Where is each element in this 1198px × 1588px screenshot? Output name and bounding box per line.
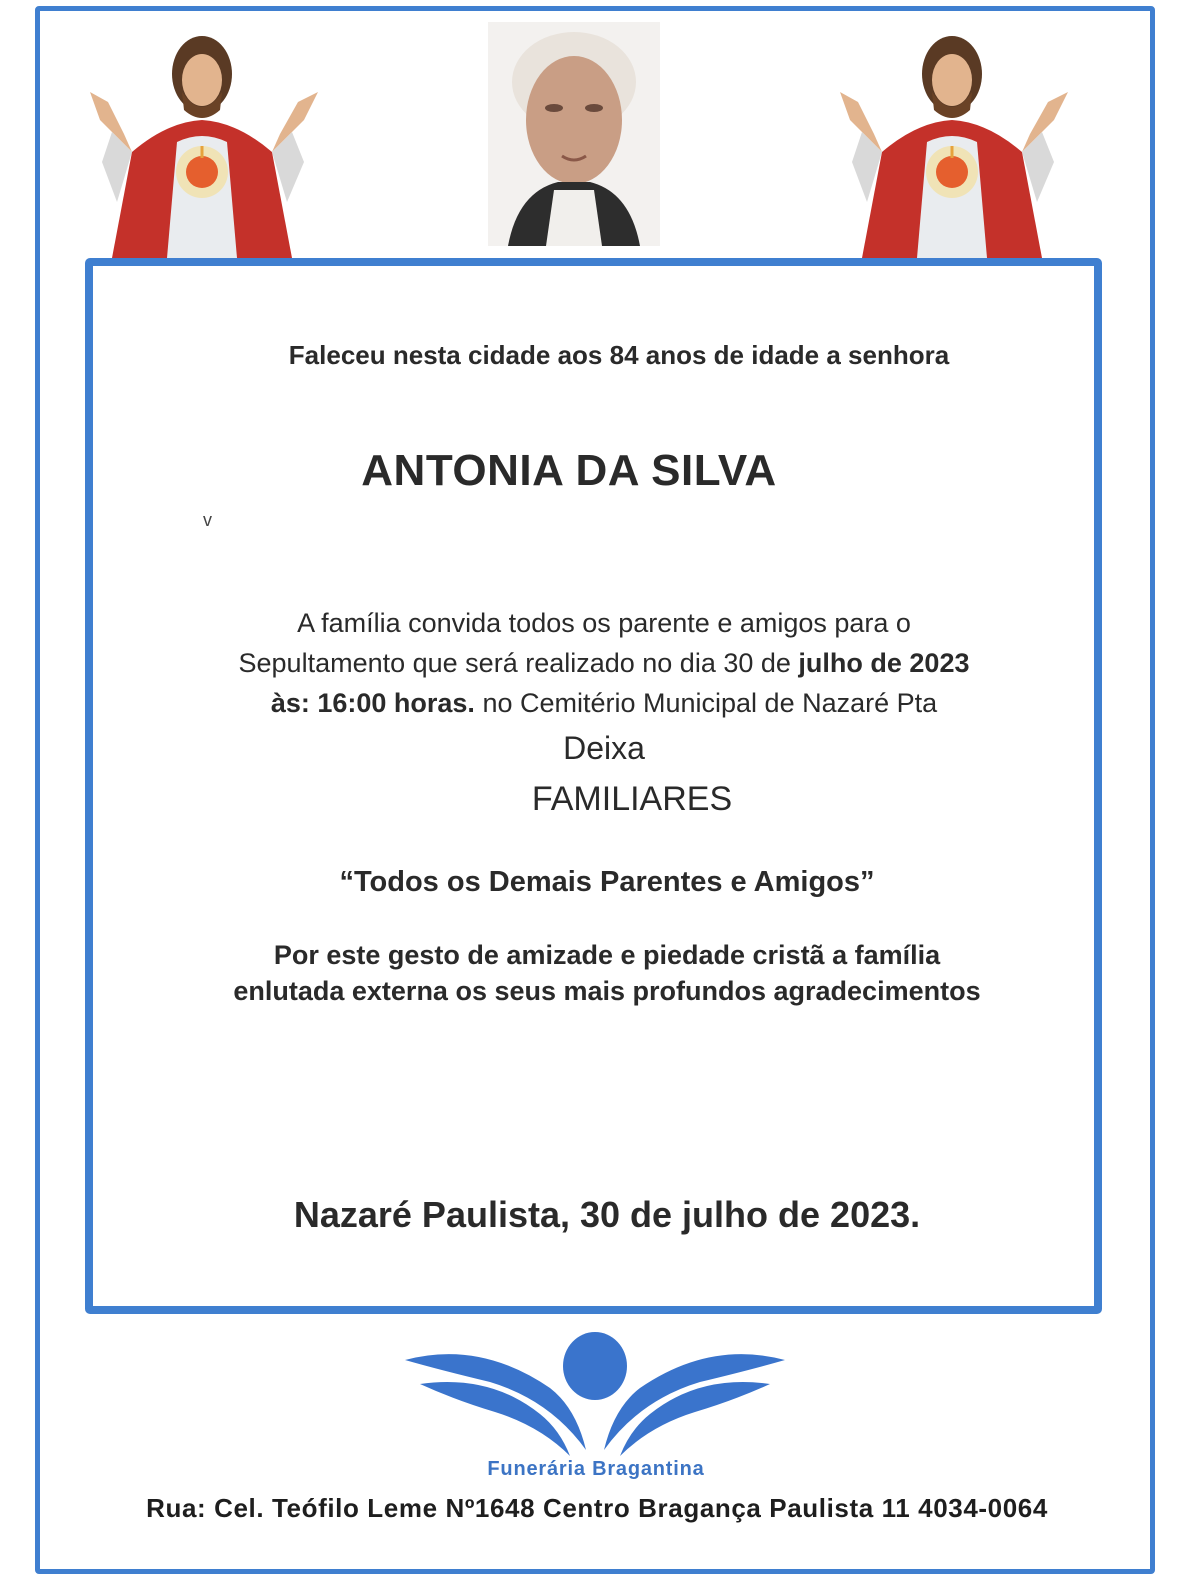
cemetery-text: no Cemitério Municipal de Nazaré Pta: [474, 688, 938, 718]
invitation-line-2: [5, 648, 1198, 679]
sacred-heart-jesus-right-image: [822, 22, 1082, 258]
city-date: Nazaré Paulista, 30 de julho de 2023.: [293, 1194, 921, 1235]
invitation-line-2-text: Sepultamento que será realizado no dia 30 de: [238, 648, 799, 678]
sacred-heart-jesus-left-image: [72, 22, 332, 258]
stray-mark: v: [203, 510, 212, 530]
relatives-quote: “Todos os Demais Parentes e Amigos”: [339, 866, 875, 898]
deceased-portrait-photo: [488, 22, 660, 246]
familiares-label: FAMILIARES: [531, 780, 733, 818]
burial-time: às: 16:00 horas.: [270, 688, 475, 718]
intro-text: Faleceu nesta cidade aos 84 anos de idade a senhora: [288, 340, 950, 370]
thanks-line-2: enlutada externa os seus mais profundos agradecimentos: [233, 976, 981, 1006]
funeral-home-name: Funerária Bragantina: [487, 1458, 705, 1480]
funeraria-bragantina-logo: [400, 1330, 790, 1460]
thanks-line-1: Por este gesto de amizade e piedade cristã a família: [273, 940, 941, 970]
deceased-name: ANTONIA DA SILVA: [361, 446, 777, 495]
funeral-home-address: Rua: Cel. Teófilo Leme Nº1648 Centro Bragança Paulista 11 4034-0064: [146, 1493, 1048, 1523]
deixa-label: Deixa: [563, 730, 645, 766]
invitation-line-3: [5, 688, 1198, 719]
burial-date: julho de 2023: [798, 648, 970, 678]
invitation-line-1: A família convida todos os parente e amigos para o: [297, 608, 911, 638]
